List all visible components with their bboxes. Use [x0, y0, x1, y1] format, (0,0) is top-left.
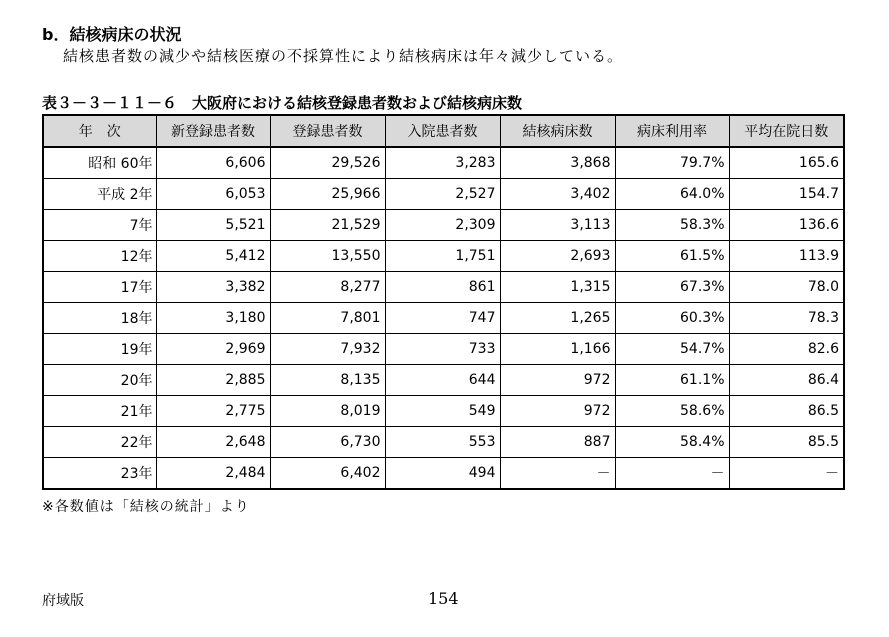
table-cell: 60.3%	[615, 303, 729, 334]
table-cell: 3,180	[156, 303, 270, 334]
table-cell: 79.7%	[615, 147, 729, 179]
column-header: 病床利用率	[615, 115, 729, 147]
table-cell: 58.3%	[615, 210, 729, 241]
table-cell: 5,412	[156, 241, 270, 272]
table-cell: 6,606	[156, 147, 270, 179]
year-cell: 18年	[43, 303, 156, 334]
table-cell: 13,550	[270, 241, 385, 272]
table-cell: 972	[500, 396, 615, 427]
table-row	[43, 427, 844, 458]
table-row	[43, 334, 844, 365]
table-cell: 3,868	[500, 147, 615, 179]
year-cell: 平成 2年	[43, 179, 156, 210]
table-cell: 67.3%	[615, 272, 729, 303]
table-cell: －	[500, 458, 615, 490]
table-cell: 3,283	[385, 147, 500, 179]
column-header: 登録患者数	[270, 115, 385, 147]
table-header-row	[43, 115, 844, 147]
footer-label: 府域版	[42, 593, 84, 609]
table-cell: 86.5	[729, 396, 844, 427]
table-cell: 733	[385, 334, 500, 365]
table-row	[43, 458, 844, 490]
table-cell: 3,382	[156, 272, 270, 303]
source-note: ※各数値は「結核の統計」より	[42, 499, 250, 515]
table-cell: 2,484	[156, 458, 270, 490]
table-cell: 6,730	[270, 427, 385, 458]
table-cell: 6,402	[270, 458, 385, 490]
table-cell: 82.6	[729, 334, 844, 365]
table-row	[43, 179, 844, 210]
table-cell: 78.3	[729, 303, 844, 334]
page-number: 154	[428, 589, 459, 608]
table-cell: 1,166	[500, 334, 615, 365]
table-cell: 1,265	[500, 303, 615, 334]
year-cell: 12年	[43, 241, 156, 272]
section-heading: b．結核病床の状況	[42, 25, 182, 44]
table-cell: 887	[500, 427, 615, 458]
table-row	[43, 365, 844, 396]
table-cell: 61.5%	[615, 241, 729, 272]
table-cell: 5,521	[156, 210, 270, 241]
table-cell: 1,315	[500, 272, 615, 303]
table-cell: 2,885	[156, 365, 270, 396]
year-cell: 20年	[43, 365, 156, 396]
table-cell: 136.6	[729, 210, 844, 241]
table-cell: 29,526	[270, 147, 385, 179]
table-cell: 1,751	[385, 241, 500, 272]
table-cell: 7,801	[270, 303, 385, 334]
table-cell: 8,277	[270, 272, 385, 303]
intro-paragraph: 結核患者数の減少や結核医療の不採算性により結核病床は年々減少している。	[63, 47, 624, 65]
table-cell: 2,527	[385, 179, 500, 210]
table-cell: 2,309	[385, 210, 500, 241]
table-cell: 54.7%	[615, 334, 729, 365]
table-cell: 2,693	[500, 241, 615, 272]
table-cell: 494	[385, 458, 500, 490]
column-header: 新登録患者数	[156, 115, 270, 147]
table-cell: 2,775	[156, 396, 270, 427]
year-cell: 22年	[43, 427, 156, 458]
table-cell: 3,402	[500, 179, 615, 210]
table-cell: 972	[500, 365, 615, 396]
column-header: 結核病床数	[500, 115, 615, 147]
table-row	[43, 241, 844, 272]
table-cell: 7,932	[270, 334, 385, 365]
table-cell: 25,966	[270, 179, 385, 210]
table-cell: 6,053	[156, 179, 270, 210]
table-cell: 2,648	[156, 427, 270, 458]
table-cell: 747	[385, 303, 500, 334]
tuberculosis-data-table	[42, 114, 845, 490]
table-row	[43, 147, 844, 179]
table-cell: 165.6	[729, 147, 844, 179]
table-cell: 61.1%	[615, 365, 729, 396]
year-cell: 21年	[43, 396, 156, 427]
year-cell: 23年	[43, 458, 156, 490]
table-row	[43, 210, 844, 241]
year-cell: 7年	[43, 210, 156, 241]
column-header: 平均在院日数	[729, 115, 844, 147]
table-cell: 78.0	[729, 272, 844, 303]
table-cell: －	[729, 458, 844, 490]
year-cell: 昭和 60年	[43, 147, 156, 179]
table-row	[43, 272, 844, 303]
table-cell: 3,113	[500, 210, 615, 241]
table-cell: 154.7	[729, 179, 844, 210]
table-cell: 85.5	[729, 427, 844, 458]
column-header: 入院患者数	[385, 115, 500, 147]
table-cell: 64.0%	[615, 179, 729, 210]
table-cell: 58.6%	[615, 396, 729, 427]
year-cell: 19年	[43, 334, 156, 365]
table-cell: 113.9	[729, 241, 844, 272]
table-cell: 549	[385, 396, 500, 427]
table-cell: 8,135	[270, 365, 385, 396]
table-row	[43, 396, 844, 427]
column-header: 年 次	[43, 115, 156, 147]
table-cell: 2,969	[156, 334, 270, 365]
table-cell: 21,529	[270, 210, 385, 241]
table-cell: 861	[385, 272, 500, 303]
table-cell: 58.4%	[615, 427, 729, 458]
table-row	[43, 303, 844, 334]
year-cell: 17年	[43, 272, 156, 303]
table-cell: 644	[385, 365, 500, 396]
table-caption: 表３－３－１１－６ 大阪府における結核登録患者数および結核病床数	[42, 94, 523, 112]
table-cell: 8,019	[270, 396, 385, 427]
table-cell: 86.4	[729, 365, 844, 396]
table-cell: 553	[385, 427, 500, 458]
table-cell: －	[615, 458, 729, 490]
